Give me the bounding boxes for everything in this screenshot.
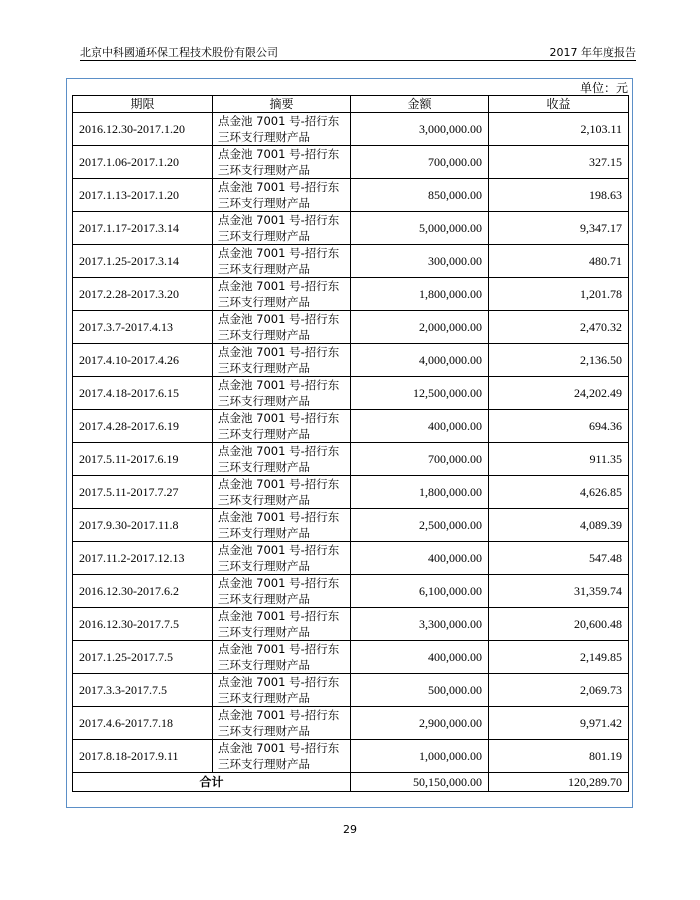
summary-line-2: 三环支行理财产品 xyxy=(218,592,310,606)
table-row xyxy=(73,542,629,575)
summary-line-1: 点金池 7001 号-招行东 xyxy=(218,246,340,260)
summary-line-2: 三环支行理财产品 xyxy=(218,559,310,573)
period-cell: 2017.3.3-2017.7.5 xyxy=(73,674,213,707)
table-row xyxy=(73,245,629,278)
amount-cell: 6,100,000.00 xyxy=(351,575,489,608)
summary-cell xyxy=(213,674,351,707)
total-label: 合计 xyxy=(73,773,351,792)
summary-cell xyxy=(213,212,351,245)
summary-cell xyxy=(213,608,351,641)
period-cell: 2017.4.6-2017.7.18 xyxy=(73,707,213,740)
table-row xyxy=(73,212,629,245)
income-cell: 9,971.42 xyxy=(489,707,629,740)
summary-line-2: 三环支行理财产品 xyxy=(218,196,310,210)
amount-cell: 850,000.00 xyxy=(351,179,489,212)
summary-line-2: 三环支行理财产品 xyxy=(218,163,310,177)
table-row xyxy=(73,278,629,311)
period-cell: 2017.5.11-2017.6.19 xyxy=(73,443,213,476)
summary-cell xyxy=(213,113,351,146)
summary-line-2: 三环支行理财产品 xyxy=(218,361,310,375)
summary-line-2: 三环支行理财产品 xyxy=(218,625,310,639)
table-row xyxy=(73,410,629,443)
table-row xyxy=(73,146,629,179)
table-body xyxy=(73,113,629,773)
column-header-summary: 摘要 xyxy=(213,96,351,113)
summary-line-2: 三环支行理财产品 xyxy=(218,394,310,408)
period-cell: 2017.9.30-2017.11.8 xyxy=(73,509,213,542)
income-cell: 2,470.32 xyxy=(489,311,629,344)
amount-cell: 400,000.00 xyxy=(351,410,489,443)
summary-line-2: 三环支行理财产品 xyxy=(218,427,310,441)
period-cell: 2017.4.10-2017.4.26 xyxy=(73,344,213,377)
table-row xyxy=(73,674,629,707)
amount-cell: 3,300,000.00 xyxy=(351,608,489,641)
table-header-row xyxy=(73,96,629,113)
company-name: 北京中科國通环保工程技术股份有限公司 xyxy=(80,46,278,59)
period-cell: 2017.4.28-2017.6.19 xyxy=(73,410,213,443)
period-cell: 2017.8.18-2017.9.11 xyxy=(73,740,213,773)
amount-cell: 400,000.00 xyxy=(351,542,489,575)
summary-cell xyxy=(213,707,351,740)
financial-products-table xyxy=(72,95,629,792)
income-cell: 2,149.85 xyxy=(489,641,629,674)
header-divider xyxy=(80,60,636,61)
summary-cell xyxy=(213,542,351,575)
summary-line-2: 三环支行理财产品 xyxy=(218,460,310,474)
amount-cell: 1,000,000.00 xyxy=(351,740,489,773)
column-header-period: 期限 xyxy=(73,96,213,113)
amount-cell: 1,800,000.00 xyxy=(351,476,489,509)
summary-cell xyxy=(213,245,351,278)
amount-cell: 300,000.00 xyxy=(351,245,489,278)
summary-line-1: 点金池 7001 号-招行东 xyxy=(218,180,340,194)
amount-cell: 12,500,000.00 xyxy=(351,377,489,410)
summary-line-1: 点金池 7001 号-招行东 xyxy=(218,147,340,161)
period-cell: 2017.1.25-2017.7.5 xyxy=(73,641,213,674)
table-row xyxy=(73,641,629,674)
summary-line-2: 三环支行理财产品 xyxy=(218,757,310,771)
summary-cell xyxy=(213,278,351,311)
unit-label: 单位：元 xyxy=(579,81,628,95)
income-cell: 20,600.48 xyxy=(489,608,629,641)
table-row xyxy=(73,707,629,740)
summary-line-1: 点金池 7001 号-招行东 xyxy=(218,312,340,326)
summary-line-1: 点金池 7001 号-招行东 xyxy=(218,213,340,227)
summary-line-1: 点金池 7001 号-招行东 xyxy=(218,444,340,458)
amount-cell: 2,900,000.00 xyxy=(351,707,489,740)
period-cell: 2016.12.30-2017.1.20 xyxy=(73,113,213,146)
income-cell: 694.36 xyxy=(489,410,629,443)
income-cell: 2,069.73 xyxy=(489,674,629,707)
period-cell: 2017.3.7-2017.4.13 xyxy=(73,311,213,344)
amount-cell: 1,800,000.00 xyxy=(351,278,489,311)
column-header-income: 收益 xyxy=(489,96,629,113)
summary-line-1: 点金池 7001 号-招行东 xyxy=(218,510,340,524)
amount-cell: 400,000.00 xyxy=(351,641,489,674)
summary-cell xyxy=(213,476,351,509)
summary-cell xyxy=(213,410,351,443)
summary-cell xyxy=(213,641,351,674)
summary-line-1: 点金池 7001 号-招行东 xyxy=(218,378,340,392)
table-row xyxy=(73,509,629,542)
period-cell: 2017.1.13-2017.1.20 xyxy=(73,179,213,212)
income-cell: 801.19 xyxy=(489,740,629,773)
period-cell: 2017.2.28-2017.3.20 xyxy=(73,278,213,311)
summary-line-1: 点金池 7001 号-招行东 xyxy=(218,642,340,656)
summary-cell xyxy=(213,740,351,773)
table-row xyxy=(73,443,629,476)
summary-line-1: 点金池 7001 号-招行东 xyxy=(218,675,340,689)
summary-cell xyxy=(213,443,351,476)
amount-cell: 700,000.00 xyxy=(351,443,489,476)
amount-cell: 2,000,000.00 xyxy=(351,311,489,344)
period-cell: 2017.1.06-2017.1.20 xyxy=(73,146,213,179)
table-row xyxy=(73,311,629,344)
summary-cell xyxy=(213,344,351,377)
report-title: 2017 年年度报告 xyxy=(549,46,636,59)
summary-cell xyxy=(213,377,351,410)
summary-line-1: 点金池 7001 号-招行东 xyxy=(218,609,340,623)
summary-cell xyxy=(213,311,351,344)
summary-line-1: 点金池 7001 号-招行东 xyxy=(218,411,340,425)
period-cell: 2017.1.25-2017.3.14 xyxy=(73,245,213,278)
income-cell: 9,347.17 xyxy=(489,212,629,245)
summary-line-1: 点金池 7001 号-招行东 xyxy=(218,345,340,359)
table-row xyxy=(73,740,629,773)
amount-cell: 5,000,000.00 xyxy=(351,212,489,245)
period-cell: 2016.12.30-2017.6.2 xyxy=(73,575,213,608)
table-row xyxy=(73,377,629,410)
table-row xyxy=(73,344,629,377)
summary-line-2: 三环支行理财产品 xyxy=(218,526,310,540)
summary-line-2: 三环支行理财产品 xyxy=(218,493,310,507)
income-cell: 2,136.50 xyxy=(489,344,629,377)
period-cell: 2016.12.30-2017.7.5 xyxy=(73,608,213,641)
income-cell: 327.15 xyxy=(489,146,629,179)
income-cell: 547.48 xyxy=(489,542,629,575)
summary-line-1: 点金池 7001 号-招行东 xyxy=(218,279,340,293)
table-row xyxy=(73,113,629,146)
summary-line-1: 点金池 7001 号-招行东 xyxy=(218,477,340,491)
period-cell: 2017.5.11-2017.7.27 xyxy=(73,476,213,509)
table-row xyxy=(73,608,629,641)
income-cell: 31,359.74 xyxy=(489,575,629,608)
summary-cell xyxy=(213,575,351,608)
period-cell: 2017.11.2-2017.12.13 xyxy=(73,542,213,575)
income-cell: 911.35 xyxy=(489,443,629,476)
income-cell: 480.71 xyxy=(489,245,629,278)
period-cell: 2017.4.18-2017.6.15 xyxy=(73,377,213,410)
amount-cell: 500,000.00 xyxy=(351,674,489,707)
table-row xyxy=(73,575,629,608)
income-cell: 1,201.78 xyxy=(489,278,629,311)
period-cell: 2017.1.17-2017.3.14 xyxy=(73,212,213,245)
page-number: 29 xyxy=(343,823,357,836)
income-cell: 4,626.85 xyxy=(489,476,629,509)
summary-cell xyxy=(213,509,351,542)
total-amount: 50,150,000.00 xyxy=(351,773,489,792)
summary-cell xyxy=(213,179,351,212)
table-row xyxy=(73,179,629,212)
total-income: 120,289.70 xyxy=(489,773,629,792)
amount-cell: 700,000.00 xyxy=(351,146,489,179)
summary-line-2: 三环支行理财产品 xyxy=(218,658,310,672)
summary-line-2: 三环支行理财产品 xyxy=(218,691,310,705)
summary-line-1: 点金池 7001 号-招行东 xyxy=(218,708,340,722)
column-header-amount: 金额 xyxy=(351,96,489,113)
summary-cell xyxy=(213,146,351,179)
income-cell: 4,089.39 xyxy=(489,509,629,542)
summary-line-2: 三环支行理财产品 xyxy=(218,262,310,276)
summary-line-2: 三环支行理财产品 xyxy=(218,229,310,243)
amount-cell: 2,500,000.00 xyxy=(351,509,489,542)
summary-line-2: 三环支行理财产品 xyxy=(218,130,310,144)
total-row xyxy=(73,773,629,792)
income-cell: 24,202.49 xyxy=(489,377,629,410)
summary-line-2: 三环支行理财产品 xyxy=(218,724,310,738)
table-row xyxy=(73,476,629,509)
summary-line-1: 点金池 7001 号-招行东 xyxy=(218,114,340,128)
income-cell: 198.63 xyxy=(489,179,629,212)
summary-line-1: 点金池 7001 号-招行东 xyxy=(218,741,340,755)
amount-cell: 3,000,000.00 xyxy=(351,113,489,146)
summary-line-1: 点金池 7001 号-招行东 xyxy=(218,576,340,590)
summary-line-2: 三环支行理财产品 xyxy=(218,328,310,342)
summary-line-2: 三环支行理财产品 xyxy=(218,295,310,309)
summary-line-1: 点金池 7001 号-招行东 xyxy=(218,543,340,557)
income-cell: 2,103.11 xyxy=(489,113,629,146)
amount-cell: 4,000,000.00 xyxy=(351,344,489,377)
